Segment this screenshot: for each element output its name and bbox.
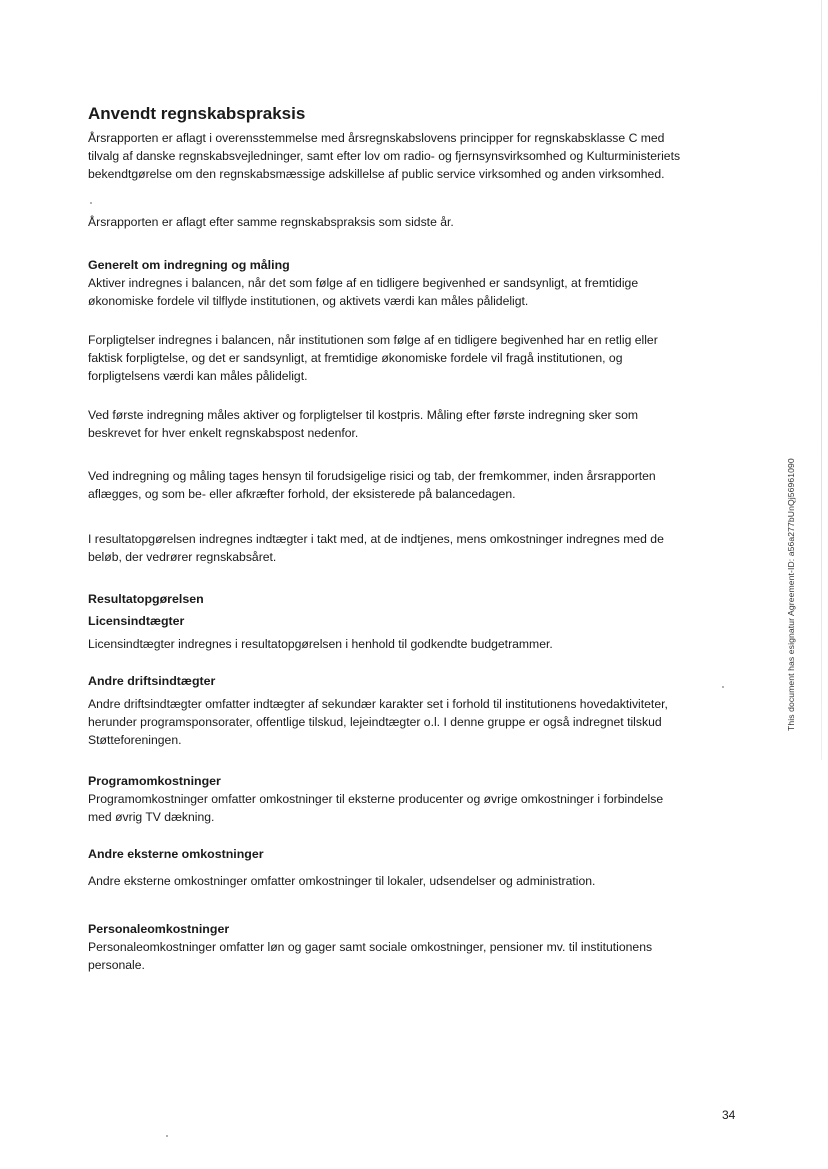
page-number: 34 [722, 1108, 736, 1122]
income-statement-heading: Resultatopgørelsen [88, 592, 204, 606]
page-title: Anvendt regnskabspraksis [88, 104, 306, 123]
intro-paragraph: Årsrapporten er aflagt i overensstemmelse med årsregnskabslovens principper for regnskabsklasse C med tilvalg af danske regnskabsvejledninger, samt efter lov om radio- og fjernsynsvirksomhed og Kulturministeriets bekendtgørelse om den regnskabsmæssige adskillelse af public service virksomhed og anden virksomhed. [88, 131, 681, 181]
staff-costs-paragraph: Personaleomkostninger omfatter løn og gager samt sociale omkostninger, pensioner mv. til institutionens personale. [88, 940, 653, 972]
esignatur-side-note: This document has esignatur Agreement-ID: a56a277bUnQj56961090 [786, 458, 796, 731]
general-heading: Generelt om indregning og måling [88, 258, 290, 272]
license-heading: Licensindtægter [88, 614, 185, 628]
scan-speck [166, 1135, 168, 1137]
same-practice-paragraph: Årsrapporten er aflagt efter samme regnskabspraksis som sidste år. [88, 215, 454, 229]
other-income-paragraph: Andre driftsindtægter omfatter indtægter af sekundær karakter set i forhold til institutionens hovedaktiviteter, herunder programsponsorater, offentlige tilskud, lejeindtægter o.l. I denne gruppe er også indregnet tilskud Støtteforeningen. [88, 697, 668, 747]
external-costs-heading: Andre eksterne omkostninger [88, 847, 264, 861]
program-costs-heading: Programomkostninger [88, 774, 221, 788]
scan-edge-line [821, 0, 822, 760]
license-paragraph: Licensindtægter indregnes i resultatopgørelsen i henhold til godkendte budgetrammer. [88, 637, 553, 651]
general-paragraph-liabilities: Forpligtelser indregnes i balancen, når institutionen som følge af en tidligere begivenhed har en retlig eller faktisk forpligtelse, og det er sandsynligt, at fremtidige økonomiske fordele vil fragå institutionen, og forpligtelsens værdi kan måles pålideligt. [88, 333, 658, 383]
scan-speck [722, 686, 724, 688]
document-body [88, 104, 688, 974]
general-paragraph-income: I resultatopgørelsen indregnes indtægter i takt med, at de indtjenes, mens omkostninger indregnes med de beløb, der vedrører regnskabsåret. [88, 532, 664, 564]
program-costs-paragraph: Programomkostninger omfatter omkostninger til eksterne producenter og øvrige omkostninger i forbindelse med øvrig TV dækning. [88, 792, 664, 824]
general-paragraph-risks: Ved indregning og måling tages hensyn til forudsigelige risici og tab, der fremkommer, inden årsrapporten aflægges, og som be- eller afkræfter forhold, der eksisterede på balancedagen. [88, 469, 656, 501]
external-costs-paragraph: Andre eksterne omkostninger omfatter omkostninger til lokaler, udsendelser og administration. [88, 874, 596, 888]
staff-costs-heading: Personaleomkostninger [88, 922, 230, 936]
general-paragraph-initial-measurement: Ved første indregning måles aktiver og forpligtelser til kostpris. Måling efter første indregning sker som beskrevet for hver enkelt regnskabspost nedenfor. [88, 408, 639, 440]
general-paragraph-assets: Aktiver indregnes i balancen, når det som følge af en tidligere begivenhed er sandsynligt, at fremtidige økonomiske fordele vil tilflyde institutionen, og aktivets værdi kan måles pålideligt. [88, 276, 639, 308]
other-income-heading: Andre driftsindtægter [88, 674, 216, 688]
scan-speck [90, 202, 92, 204]
